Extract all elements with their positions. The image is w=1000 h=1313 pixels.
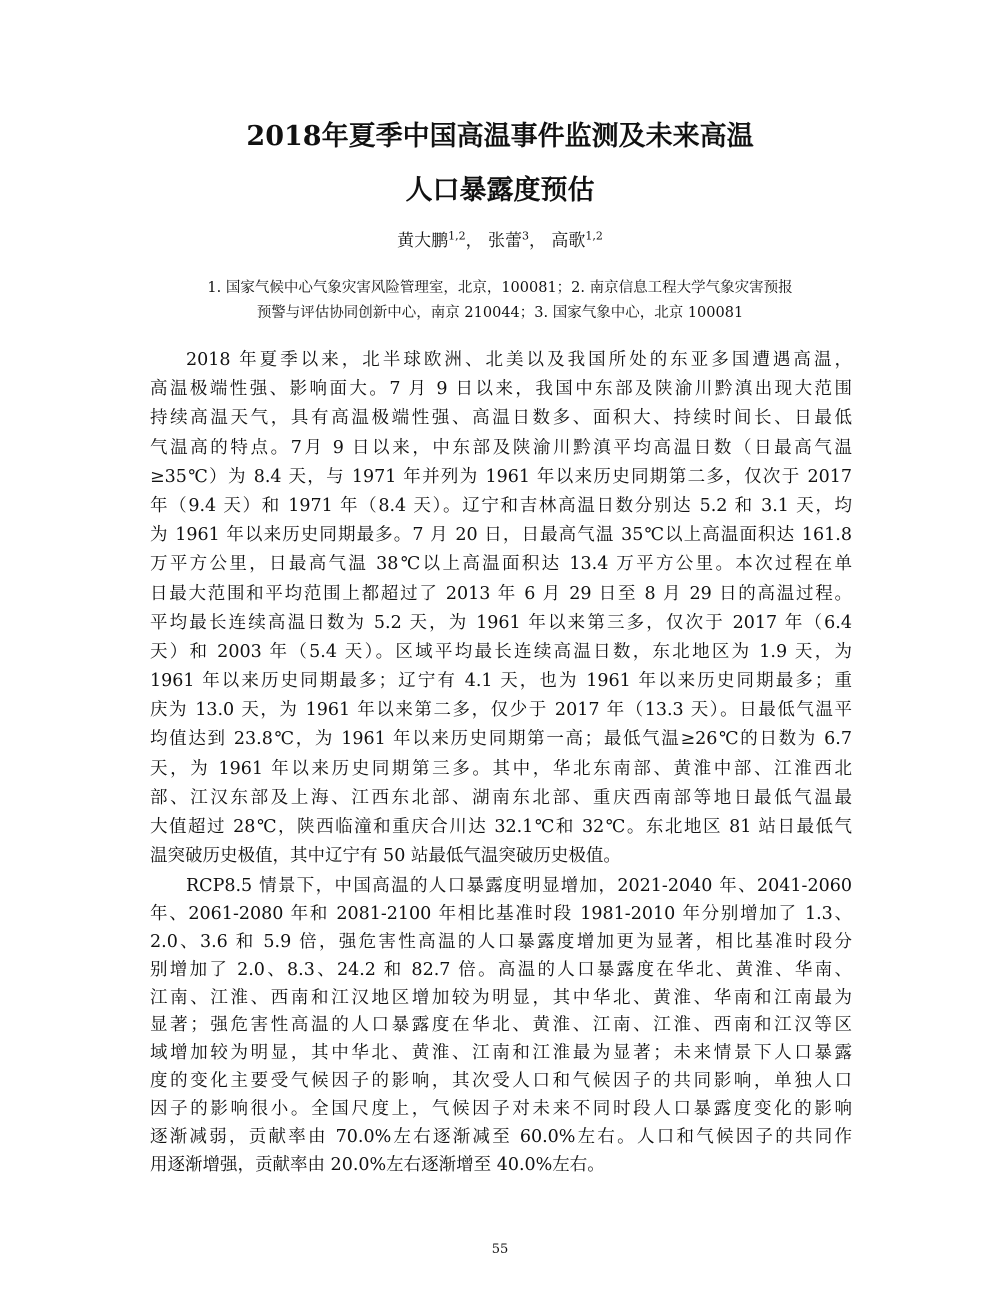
text-line: 度的变化主要受气候因子的影响，其次受人口和气候因子的共同影响，单独人口 [150, 1071, 852, 1092]
text-line: 庆为 13.0 天，为 1961 年以来第二多，仅少于 2017 年（13.3 天）。日最低气温平 [150, 700, 852, 721]
text-line: 平均最长连续高温日数为 5.2 天，为 1961 年以来第三多，仅次于 2017 年（6.4 [150, 612, 852, 633]
text-line: 万平方公里，日最高气温 38℃以上高温面积达 13.4 万平方公里。本次过程在单 [150, 554, 852, 575]
text-line: 天，为 1961 年以来历史同期第三多。其中，华北东南部、黄淮中部、江淮西北 [150, 758, 852, 779]
text-line: 显著；强危害性高温的人口暴露度在华北、黄淮、江南、江淮、西南和江汉等区 [150, 1015, 852, 1036]
text-line: 用逐渐增强，贡献率由 20.0%左右逐渐增至 40.0%左右。 [150, 1154, 605, 1175]
title-line-2: 人口暴露度预估 [405, 175, 595, 206]
affiliation-line-2: 预警与评估协同创新中心，南京 210044；3. 国家气象中心，北京 100081 [256, 305, 744, 321]
text-line: 域增加较为明显，其中华北、黄淮、江南和江淮最为显著；未来情景下人口暴露 [150, 1043, 852, 1064]
text-line: 温突破历史极值，其中辽宁有 50 站最低气温突破历史极值。 [150, 846, 621, 867]
text-line: 天）和 2003 年（5.4 天）。区域平均最长连续高温日数，东北地区为 1.9 天，为 [150, 641, 852, 662]
text-line: 大值超过 28℃，陕西临潼和重庆合川达 32.1℃和 32℃。东北地区 81 站日最低气 [150, 817, 852, 837]
text-line: 2018 年夏季以来，北半球欧洲、北美以及我国所处的东亚多国遭遇高温， [186, 350, 852, 370]
author-affiliation-mark: 1,2 [585, 229, 603, 243]
paragraph-projection [150, 873, 852, 1180]
page-number: 55 [491, 1242, 509, 1257]
text-line: 逐渐减弱，贡献率由 70.0%左右逐渐减至 60.0%左右。人口和气候因子的共同作 [150, 1127, 852, 1148]
text-line: 年（9.4 天）和 1971 年（8.4 天）。辽宁和吉林高温日数分别达 5.2 和 3.1 天，均 [150, 495, 852, 516]
author-affiliation-mark: 3 [522, 229, 529, 243]
text-line: 因子的影响很小。全国尺度上，气候因子对未来不同时段人口暴露度变化的影响 [150, 1099, 852, 1120]
author-name: 高歌 [551, 231, 586, 251]
text-line: 持续高温天气，具有高温极端性强、高温日数多、面积大、持续时间长、日最低 [150, 408, 852, 429]
text-line: 2.0、3.6 和 5.9 倍，强危害性高温的人口暴露度增加更为显著，相比基准时段分 [150, 931, 852, 952]
text-line: 日最大范围和平均范围上都超过了 2013 年 6 月 29 日至 8 月 29 日的高温过程。 [150, 583, 852, 604]
text-line: 别增加了 2.0、8.3、24.2 和 82.7 倍。高温的人口暴露度在华北、黄淮、华南、 [150, 959, 852, 980]
authors [0, 226, 1000, 251]
text-line: 气温高的特点。7月 9 日以来，中东部及陕渝川黔滇平均高温日数（日最高气温 [150, 437, 852, 458]
paragraph-monitoring [150, 346, 852, 871]
title-line-1: 2018年夏季中国高温事件监测及未来高温 [246, 121, 754, 152]
text-line: 1961 年以来历史同期最多；辽宁有 4.1 天，也为 1961 年以来历史同期最多；重 [150, 671, 852, 692]
text-line: 为 1961 年以来历史同期最多。7 月 20 日，日最高气温 35℃以上高温面积达 161.8 [150, 525, 852, 546]
text-line: ≥35℃）为 8.4 天，与 1971 年并列为 1961 年以来历史同期第二多，仅次于 2017 [150, 466, 852, 487]
author-separator: ， [465, 231, 483, 251]
text-line: 部、江汉东部及上海、江西东北部、湖南东北部、重庆西南部等地日最低气温最 [150, 787, 852, 808]
affiliation-line-1: 1. 国家气候中心气象灾害风险管理室，北京，100081；2. 南京信息工程大学气象灾害预报 [207, 280, 793, 296]
author-name: 黄大鹏 [397, 231, 449, 251]
text-line: RCP8.5 情景下，中国高温的人口暴露度明显增加，2021-2040 年、2041-2060 [186, 876, 852, 896]
author-separator: ， [529, 231, 546, 251]
author-name: 张蕾 [488, 231, 522, 251]
text-line: 高温极端性强、影响面大。7 月 9 日以来，我国中东部及陕渝川黔滇出现大范围 [150, 379, 852, 400]
text-line: 年、2061-2080 年和 2081-2100 年相比基准时段 1981-2010 年分别增加了 1.3、 [150, 903, 852, 924]
text-line: 均值达到 23.8℃，为 1961 年以来历史同期第一高；最低气温≥26℃的日数为 6.7 [150, 729, 852, 750]
text-line: 江南、江淮、西南和江汉地区增加较为明显，其中华北、黄淮、华南和江南最为 [150, 987, 852, 1008]
author-affiliation-mark: 1,2 [448, 229, 466, 243]
